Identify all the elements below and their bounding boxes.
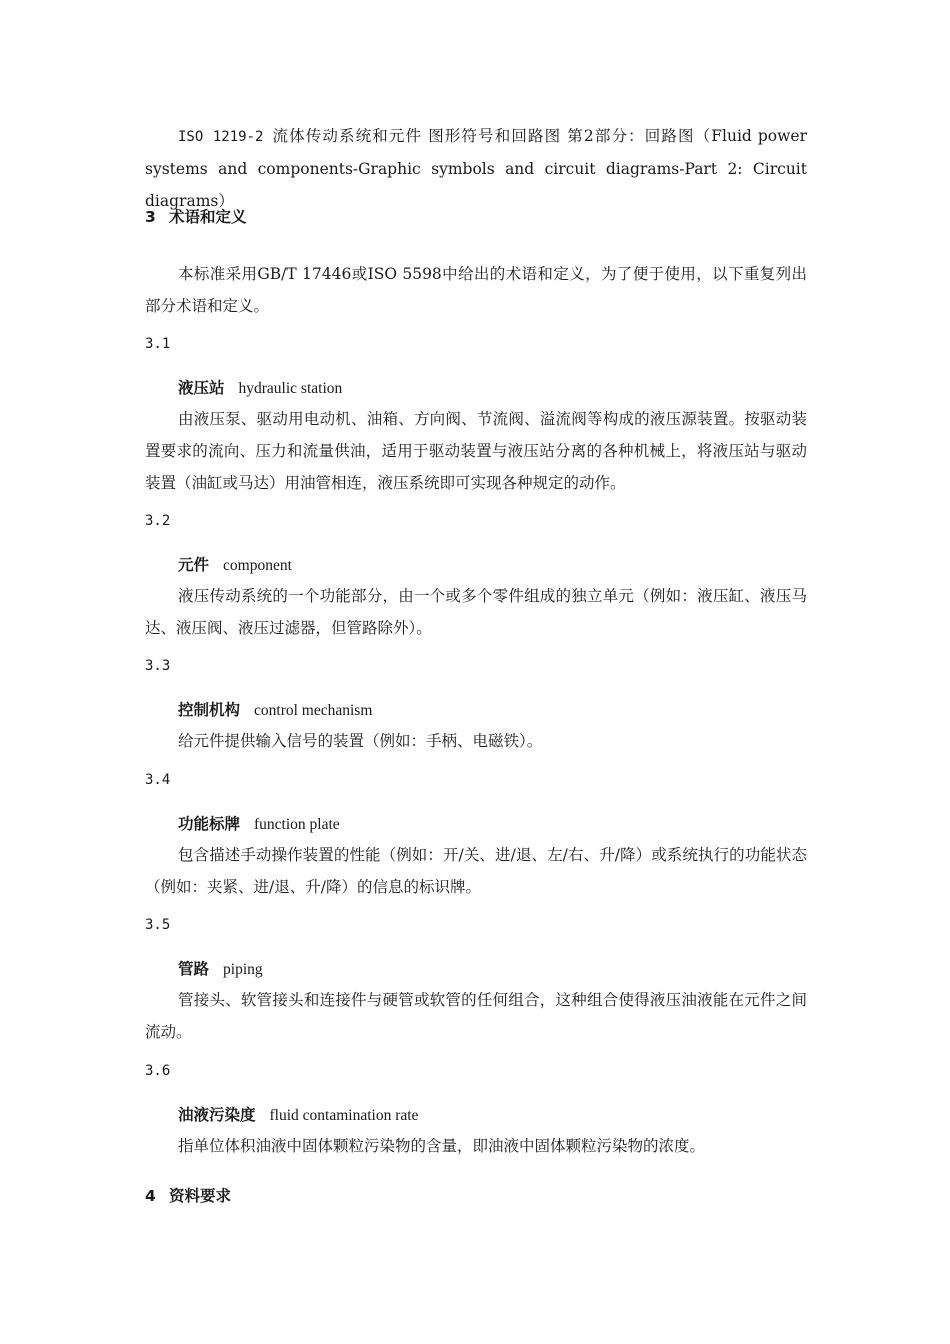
term-zh: 管路 (178, 960, 210, 978)
reference-text: 流体传动系统和元件 图形符号和回路图 第2部分：回路图（Fluid power systems and components-Graphic symbols and circuit diagrams-Part 2: Circuit diagrams） (145, 127, 807, 210)
section-3-number: 3 (145, 208, 156, 226)
term-zh: 控制机构 (178, 701, 241, 719)
section-3-heading (145, 205, 807, 229)
definition-text: 给元件提供输入信号的装置（例如：手柄、电磁铁）。 (178, 732, 543, 750)
definition-3-2 (145, 580, 807, 644)
term-en: component (223, 557, 292, 574)
section-3-intro-text: 本标准采用GB/T 17446或ISO 5598中给出的术语和定义，为了便于使用，以下重复列出部分术语和定义。 (145, 265, 807, 315)
term-zh: 油液污染度 (178, 1106, 256, 1124)
section-3-title: 术语和定义 (169, 208, 247, 226)
section-3-intro (145, 258, 807, 322)
term-3-3 (145, 698, 840, 723)
definition-text: 管接头、软管接头和连接件与硬管或软管的任何组合，这种组合使得液压油液能在元件之间流动。 (145, 991, 807, 1041)
definition-text: 液压传动系统的一个功能部分，由一个或多个零件组成的独立单元（例如：液压缸、液压马达、液压阀、液压过滤器，但管路除外）。 (145, 587, 807, 637)
definition-3-6 (145, 1130, 807, 1162)
term-en: control mechanism (254, 702, 373, 719)
term-en: hydraulic station (238, 380, 343, 397)
term-3-1 (145, 376, 840, 401)
definition-text: 指单位体积油液中固体颗粒污染物的含量，即油液中固体颗粒污染物的浓度。 (178, 1137, 706, 1155)
reference-code: ISO 1219-2 (178, 129, 264, 145)
clause-number-3-2: 3.2 (145, 513, 171, 529)
term-zh: 功能标牌 (178, 815, 241, 833)
term-3-6 (145, 1103, 840, 1128)
section-4-number: 4 (145, 1187, 156, 1205)
term-3-4 (145, 812, 840, 837)
reference-paragraph (145, 120, 807, 217)
definition-3-3 (145, 725, 807, 757)
definition-text: 由液压泵、驱动用电动机、油箱、方向阀、节流阀、溢流阀等构成的液压源装置。按驱动装置要求的流向、压力和流量供油，适用于驱动装置与液压站分离的各种机械上，将液压站与驱动装置（油缸或马达）用油管相连，液压系统即可实现各种规定的动作。 (145, 410, 807, 492)
term-3-2 (145, 553, 840, 578)
clause-number-3-1: 3.1 (145, 336, 171, 352)
term-en: fluid contamination rate (269, 1107, 419, 1124)
term-zh: 液压站 (178, 379, 225, 397)
section-4-title: 资料要求 (169, 1187, 232, 1205)
clause-number-3-6: 3.6 (145, 1063, 171, 1079)
term-en: function plate (254, 816, 340, 833)
term-zh: 元件 (178, 556, 210, 574)
term-en: piping (223, 961, 263, 978)
definition-3-4 (145, 839, 807, 903)
definition-3-5 (145, 984, 807, 1048)
clause-number-3-5: 3.5 (145, 917, 171, 933)
definition-3-1 (145, 403, 807, 499)
section-4-heading (145, 1184, 807, 1208)
term-3-5 (145, 957, 840, 982)
clause-number-3-4: 3.4 (145, 772, 171, 788)
clause-number-3-3: 3.3 (145, 658, 171, 674)
definition-text: 包含描述手动操作装置的性能（例如：开/关、进/退、左/右、升/降）或系统执行的功能状态（例如：夹紧、进/退、升/降）的信息的标识牌。 (145, 846, 807, 896)
